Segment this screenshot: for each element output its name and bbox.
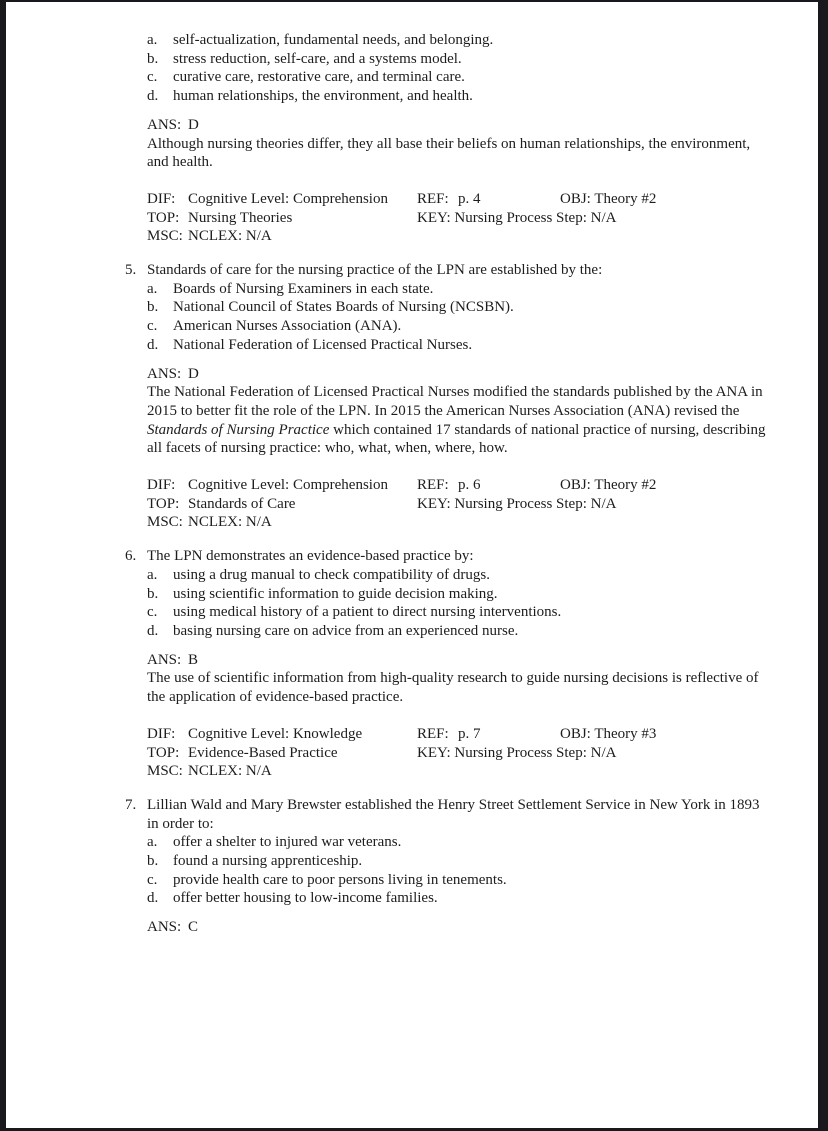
option-letter: c. bbox=[147, 318, 158, 335]
rationale-italic-title: Standards of Nursing Practice bbox=[147, 421, 330, 438]
answer-row bbox=[147, 651, 770, 670]
metadata-row bbox=[147, 209, 770, 228]
rationale-text: Although nursing theories differ, they all base their beliefs on human relationships, the environment, and health. bbox=[147, 135, 751, 171]
question-metadata bbox=[147, 725, 770, 781]
option-row bbox=[147, 68, 770, 87]
option-text: using medical history of a patient to direct nursing interventions. bbox=[173, 604, 562, 621]
option-text: National Council of States Boards of Nursing (NCSBN). bbox=[173, 299, 514, 316]
question-metadata bbox=[147, 190, 770, 246]
question-line bbox=[125, 547, 770, 566]
top-label: TOP: bbox=[147, 495, 180, 512]
option-row bbox=[147, 50, 770, 69]
option-letter: c. bbox=[147, 69, 158, 86]
dif-label: DIF: bbox=[147, 725, 176, 742]
top-label: TOP: bbox=[147, 209, 180, 226]
option-row bbox=[147, 31, 770, 50]
answer-value: D bbox=[188, 365, 199, 382]
option-row bbox=[147, 889, 770, 908]
ref-label: REF: bbox=[417, 725, 449, 742]
metadata-row bbox=[147, 495, 770, 514]
ref-value: p. 6 bbox=[458, 477, 481, 494]
top-frame-bar bbox=[0, 0, 828, 2]
option-text: National Federation of Licensed Practical Nurses. bbox=[173, 336, 473, 353]
option-row bbox=[147, 871, 770, 890]
question-line bbox=[125, 261, 770, 280]
option-row bbox=[147, 298, 770, 317]
question-block bbox=[147, 31, 770, 246]
metadata-row bbox=[147, 513, 770, 532]
option-letter: d. bbox=[147, 622, 159, 639]
question-block bbox=[125, 796, 770, 937]
msc-label: MSC: bbox=[147, 228, 183, 245]
option-text: human relationships, the environment, and health. bbox=[173, 88, 473, 105]
option-text: using a drug manual to check compatibility of drugs. bbox=[173, 566, 491, 583]
obj-value: OBJ: Theory #2 bbox=[560, 190, 657, 207]
dif-value: Cognitive Level: Knowledge bbox=[188, 725, 363, 742]
dif-label: DIF: bbox=[147, 477, 176, 494]
option-row bbox=[147, 566, 770, 585]
msc-value: NCLEX: N/A bbox=[188, 514, 272, 531]
question-text: Standards of care for the nursing practice of the LPN are established by the: bbox=[147, 262, 603, 279]
ref-label: REF: bbox=[417, 477, 449, 494]
top-label: TOP: bbox=[147, 744, 180, 761]
dif-value: Cognitive Level: Comprehension bbox=[188, 190, 388, 207]
answer-label: ANS: bbox=[147, 919, 182, 936]
rationale-text bbox=[147, 383, 770, 458]
question-block bbox=[125, 261, 770, 532]
ref-label: REF: bbox=[417, 190, 449, 207]
option-letter: b. bbox=[147, 299, 159, 316]
msc-label: MSC: bbox=[147, 763, 183, 780]
answer-label: ANS: bbox=[147, 116, 182, 133]
option-text: basing nursing care on advice from an experienced nurse. bbox=[173, 622, 519, 639]
option-letter: a. bbox=[147, 280, 158, 297]
option-letter: b. bbox=[147, 50, 159, 67]
option-text: using scientific information to guide decision making. bbox=[173, 585, 498, 602]
top-value: Evidence-Based Practice bbox=[188, 744, 338, 761]
ref-value: p. 4 bbox=[458, 190, 481, 207]
dif-value: Cognitive Level: Comprehension bbox=[188, 477, 388, 494]
option-text: stress reduction, self-care, and a systems model. bbox=[173, 50, 462, 67]
option-row bbox=[147, 336, 770, 355]
key-value: KEY: Nursing Process Step: N/A bbox=[417, 495, 617, 512]
option-letter: c. bbox=[147, 604, 158, 621]
top-value: Standards of Care bbox=[188, 495, 296, 512]
ref-value: p. 7 bbox=[458, 725, 481, 742]
option-letter: d. bbox=[147, 890, 159, 907]
option-letter: a. bbox=[147, 566, 158, 583]
rationale-post: which contained 17 standards of national practice of nursing, describing all facets of nursing practice: who, what, when, where, how. bbox=[147, 421, 766, 457]
rationale-text: The use of scientific information from high-quality research to guide nursing decisions is reflective of the application of evidence-based practice. bbox=[147, 670, 759, 706]
answer-label: ANS: bbox=[147, 651, 182, 668]
answer-row bbox=[147, 918, 770, 937]
key-value: KEY: Nursing Process Step: N/A bbox=[417, 744, 617, 761]
obj-value: OBJ: Theory #2 bbox=[560, 477, 657, 494]
question-text: The LPN demonstrates an evidence-based practice by: bbox=[147, 548, 474, 565]
metadata-row bbox=[147, 227, 770, 246]
document-page bbox=[125, 31, 770, 937]
option-text: offer better housing to low-income families. bbox=[173, 890, 438, 907]
question-block bbox=[125, 547, 770, 781]
metadata-row bbox=[147, 762, 770, 781]
answer-value: D bbox=[188, 116, 199, 133]
option-letter: a. bbox=[147, 32, 158, 48]
answer-row bbox=[147, 365, 770, 384]
question-number: 7. bbox=[125, 796, 137, 813]
option-row bbox=[147, 585, 770, 604]
msc-value: NCLEX: N/A bbox=[188, 228, 272, 245]
dif-label: DIF: bbox=[147, 190, 176, 207]
question-line bbox=[125, 796, 770, 833]
obj-value: OBJ: Theory #3 bbox=[560, 725, 657, 742]
option-text: provide health care to poor persons living in tenements. bbox=[173, 871, 507, 888]
top-value: Nursing Theories bbox=[188, 209, 293, 226]
option-letter: d. bbox=[147, 336, 159, 353]
option-row bbox=[147, 87, 770, 106]
msc-label: MSC: bbox=[147, 514, 183, 531]
option-text: curative care, restorative care, and terminal care. bbox=[173, 69, 465, 86]
question-text: Lillian Wald and Mary Brewster established the Henry Street Settlement Service in New York in 1893 in order to: bbox=[147, 796, 760, 832]
question-number: 6. bbox=[125, 548, 137, 565]
option-row bbox=[147, 317, 770, 336]
question-number: 5. bbox=[125, 262, 137, 279]
left-frame-bar bbox=[0, 0, 6, 1131]
option-text: American Nurses Association (ANA). bbox=[173, 318, 402, 335]
answer-label: ANS: bbox=[147, 365, 182, 382]
option-text: found a nursing apprenticeship. bbox=[173, 853, 363, 870]
metadata-row bbox=[147, 476, 770, 495]
metadata-row bbox=[147, 744, 770, 763]
key-value: KEY: Nursing Process Step: N/A bbox=[417, 209, 617, 226]
metadata-row bbox=[147, 725, 770, 744]
option-text: Boards of Nursing Examiners in each state. bbox=[173, 280, 434, 297]
option-letter: b. bbox=[147, 585, 159, 602]
question-metadata bbox=[147, 476, 770, 532]
option-text: self-actualization, fundamental needs, and belonging. bbox=[173, 32, 494, 48]
option-row bbox=[147, 833, 770, 852]
option-row bbox=[147, 852, 770, 871]
answer-value: C bbox=[188, 919, 199, 936]
option-row bbox=[147, 603, 770, 622]
answer-row bbox=[147, 116, 770, 135]
right-frame-bar bbox=[818, 0, 828, 1131]
option-letter: a. bbox=[147, 834, 158, 851]
option-letter: d. bbox=[147, 88, 159, 105]
rationale-pre: The National Federation of Licensed Practical Nurses modified the standards published by the ANA in 2015 to better fit the role of the LPN. In 2015 the American Nurses Association (ANA) revised the bbox=[147, 384, 763, 419]
answer-value: B bbox=[188, 651, 199, 668]
option-letter: b. bbox=[147, 853, 159, 870]
option-text: offer a shelter to injured war veterans. bbox=[173, 834, 402, 851]
option-row bbox=[147, 622, 770, 641]
metadata-row bbox=[147, 190, 770, 209]
option-row bbox=[147, 280, 770, 299]
option-letter: c. bbox=[147, 871, 158, 888]
msc-value: NCLEX: N/A bbox=[188, 763, 272, 780]
